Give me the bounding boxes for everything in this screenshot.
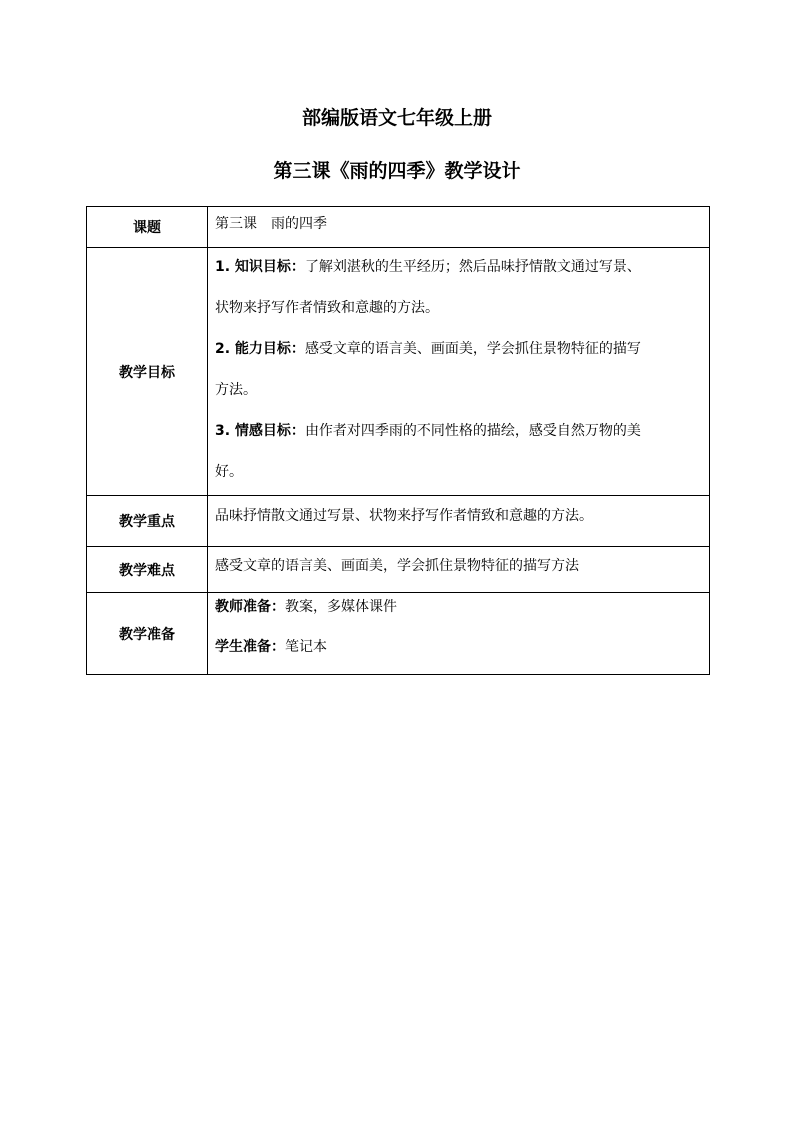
teacher-preparation-value: 教案，多媒体课件 <box>285 599 397 615</box>
difficulties-value: 感受文章的语言美、画面美，学会抓住景物特征的描写方法 <box>215 558 579 574</box>
topic-label: 课题 <box>87 207 208 248</box>
key-points-label: 教学重点 <box>87 496 208 547</box>
goal-text-continued: 好。 <box>215 464 243 480</box>
goal-text: 了解刘湛秋的生平经历；然后品味抒情散文通过写景、 <box>304 259 641 275</box>
goal-heading: 2. 能力目标： <box>215 341 305 357</box>
goal-item <box>215 411 703 452</box>
key-points-value: 品味抒情散文通过写景、状物来抒写作者情致和意趣的方法。 <box>215 508 593 524</box>
preparation-label: 教学准备 <box>87 593 208 675</box>
teacher-preparation <box>215 597 703 617</box>
topic-cell <box>208 207 710 248</box>
difficulties-cell <box>208 547 710 593</box>
preparation-cell <box>208 593 710 675</box>
student-preparation-value: 笔记本 <box>285 639 327 655</box>
lesson-plan-table <box>86 206 710 675</box>
goal-text: 由作者对四季雨的不同性格的描绘，感受自然万物的美 <box>304 423 641 439</box>
goal-text-continued: 方法。 <box>215 382 257 398</box>
student-preparation-label: 学生准备： <box>215 639 285 655</box>
key-points-cell <box>208 496 710 547</box>
topic-value-title: 雨的四季 <box>271 216 327 232</box>
document-title: 部编版语文七年级上册 <box>301 107 492 129</box>
goal-item <box>215 329 703 370</box>
student-preparation <box>215 637 703 657</box>
table-row-goals <box>87 248 710 496</box>
teacher-preparation-label: 教师准备： <box>215 599 285 615</box>
goal-heading: 3. 情感目标： <box>215 423 305 439</box>
goals-label: 教学目标 <box>87 248 208 496</box>
table-row-preparation <box>87 593 710 675</box>
table-row-key-points <box>87 496 710 547</box>
table-row-difficulties <box>87 547 710 593</box>
goal-text-continued: 状物来抒写作者情致和意趣的方法。 <box>215 300 439 316</box>
goal-text: 感受文章的语言美、画面美，学会抓住景物特征的描写 <box>304 341 641 357</box>
table-row-topic <box>87 207 710 248</box>
goal-item <box>215 247 703 288</box>
topic-value-lesson: 第三课 <box>215 216 257 232</box>
goals-cell <box>208 248 710 496</box>
document-subtitle: 第三课《雨的四季》教学设计 <box>273 160 521 182</box>
difficulties-label: 教学难点 <box>87 547 208 593</box>
goal-heading: 1. 知识目标： <box>215 259 305 275</box>
